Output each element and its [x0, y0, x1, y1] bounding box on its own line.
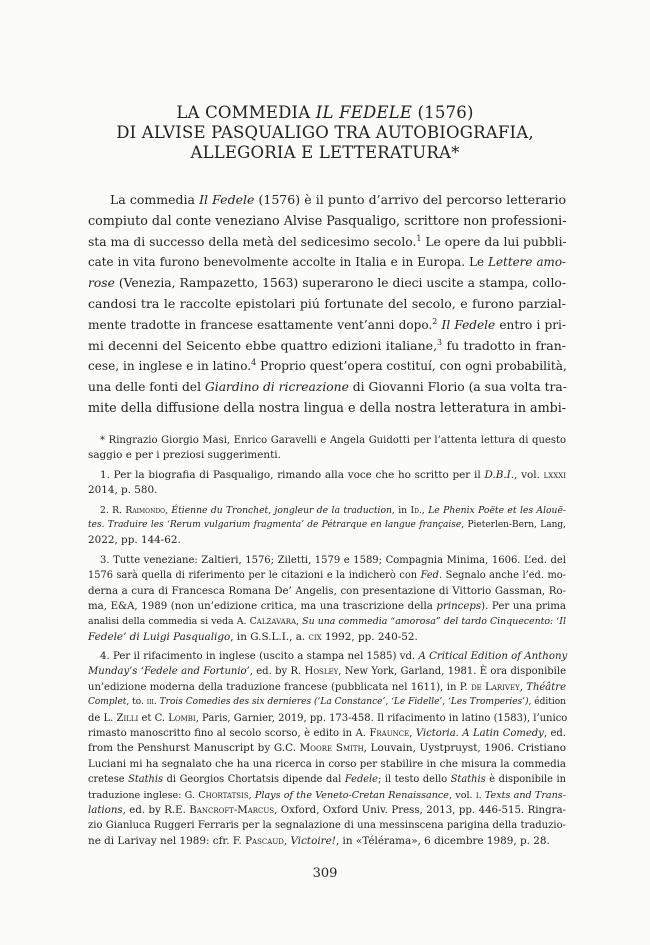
chapter-title	[60, 103, 590, 163]
body-line: una delle fonti del Giardino di ricreazione di Giovanni Florio (a sua volta tra-	[88, 380, 567, 395]
footnote-line: Luciani mi ha segnalato che ha una ricerca in corso per stabilire in che misura la commedia	[88, 758, 566, 770]
footnote-star	[88, 433, 566, 464]
footnote-line: 2014, p. 580.	[88, 484, 158, 497]
body-line: La commedia Il Fedele (1576) è il punto d’arrivo del percorso letterario	[110, 192, 566, 207]
footnote-line: 1. Per la biografia di Pasqualigo, rimando alla voce che ho scritto per il D.B.I., vol. lxxxi	[100, 468, 566, 481]
body-line: compiuto dal conte veneziano Alvise Pasqualigo, scrittore non professioni-	[88, 212, 567, 228]
footnote-line: zio Gianluca Ruggeri Ferraris per la segnalazione di una messinscena parigina della traduzio-	[88, 820, 566, 832]
title-text: LA COMMEDIA	[176, 103, 316, 122]
footnote-line: tes. Traduire les ‘Rerum vulgarium fragmenta’ de Pétrarque en langue française, Pieterlen-Bern, Lang,	[88, 519, 566, 530]
footnote-line: * Ringrazio Giorgio Masi, Enrico Garavelli e Angela Guidotti per l’attenta lettura di questo	[100, 435, 566, 446]
body-paragraph	[88, 190, 566, 419]
title-line-1	[60, 103, 590, 123]
footnote-line: analisi della commedia si veda A. Calzavara, Su una commedia “amorosa” del tardo Cinquecento: ‘Il	[88, 616, 566, 628]
footnote-line: Complet, to. iii. Trois Comedies des six dernieres (‘La Constance’, ‘Le Fidelle’, ‘Les Tromperies’), édition	[88, 697, 566, 708]
footnote-line: derna a cura di Francesca Romana De’ Angelis, con presentazione di Vittorio Gassman, Ro-	[88, 585, 566, 597]
footnote-ref[interactable]: 4	[251, 358, 257, 368]
footnote-line: 4. Per il rifacimento in inglese (uscito a stampa nel 1585) vd. A Critical Edition of Anthony	[100, 651, 568, 663]
body-line: cese, in inglese e in latino.$^4$ Proprio quest’opera costituí, con ogni probabilità,	[88, 358, 567, 374]
footnote-line: cretese Stathis di Georgios Chortatsis dipende dal Fedele; il testo dello Stathis è disponibile in	[88, 774, 566, 786]
footnote-line: ma, E&A, 1989 (non un’edizione critica, ma una trascrizione della princeps). Per una prima	[88, 600, 566, 612]
footnote-ref[interactable]: 2	[432, 316, 438, 326]
title-italic-text: IL FEDELE	[315, 103, 413, 122]
title-text: (1576)	[412, 103, 474, 122]
body-line: rose (Venezia, Rampazetto, 1563) superarono le dieci uscite a stampa, collo-	[88, 276, 566, 291]
footnote-line: de L. Zilli et C. Lombi, Paris, Garnier, 2019, pp. 173-458. Il rifacimento in latino (1583), l’unico	[88, 712, 568, 724]
footnote-line: un’edizione moderna della traduzione francese (pubblicata nel 1611), in P. de Larivey, Théâtre	[88, 681, 566, 693]
footnotes	[88, 433, 566, 849]
footnote-1	[88, 468, 566, 499]
page-number: 309	[312, 866, 338, 881]
footnote-line: rimasto manoscritto fino al secolo scorso, è edito in A. Fraunce, Victoria. A Latin Comedy, ed.	[88, 728, 566, 740]
title-line-2: DI ALVISE PASQUALIGO TRA AUTOBIOGRAFIA,	[116, 123, 534, 142]
footnote-line: Munday’s ‘Fedele and Fortunio’, ed. by R. Hosley, New York, Garland, 1981. È ora disponibile	[88, 666, 566, 678]
footnote-line: ne di Larivay nel 1989: cfr. F. Pascaud, Victoire!, in «Télérama», 6 dicembre 1989, p. 28.	[88, 834, 550, 847]
footnote-4	[88, 649, 566, 849]
footnote-ref[interactable]: 1	[416, 233, 422, 243]
footnote-ref[interactable]: 3	[437, 337, 443, 347]
footnote-3	[88, 553, 566, 645]
body-line: candosi tra le raccolte epistolari piú fortunate del secolo, e furono parzial-	[88, 295, 566, 311]
footnote-line: 2022, pp. 144-62.	[88, 534, 181, 547]
body-line: mite della diffusione della nostra lingua e della nostra letteratura in ambi-	[88, 399, 567, 415]
footnote-line: traduzione inglese: G. Chortatsis, Plays of the Veneto-Cretan Renaissance, vol. i. Texts and Trans-	[88, 789, 566, 801]
footnote-line: 2. R. Raimondo, Étienne du Tronchet, jongleur de la traduction, in Id., Le Phenix Poëte et les Alouë-	[100, 504, 567, 516]
footnote-line: 3. Tutte veneziane: Zaltieri, 1576; Ziletti, 1579 e 1589; Compagnia Minima, 1606. L’ed. del	[100, 554, 566, 566]
body-line: sta ma di successo della metà del sedicesimo secolo.$^1$ Le opere da lui pubbli-	[88, 233, 567, 249]
footnote-line: 1576 sarà quella di riferimento per le citazioni e la indicherò con Fed. Segnalo anche l’ed. mo-	[88, 570, 566, 582]
footnote-2	[88, 503, 566, 549]
footnote-line: Fedele’ di Luigi Pasqualigo, in G.S.L.I., a. cix 1992, pp. 240-52.	[88, 630, 418, 643]
body-line: cate in vita furono benevolmente accolte in Italia e in Europa. Le Lettere amo-	[88, 255, 566, 270]
footnote-line: lations, ed. by R.E. Bancroft-Marcus, Oxford, Oxford Univ. Press, 2013, pp. 446-515. Ringra-	[88, 804, 567, 816]
title-line-3: ALLEGORIA E LETTERATURA*	[190, 143, 460, 162]
body-line: mi decenni del Seicento ebbe quattro edizioni italiane,$^3$ fu tradotto in fran-	[88, 337, 566, 353]
body-line: mente tradotte in francese esattamente vent’anni dopo.$^2$ Il Fedele entro i pri-	[88, 316, 566, 332]
footnote-line: from the Penshurst Manuscript by G.C. Moore Smith, Louvain, Uystpruyst, 1906. Cristiano	[88, 742, 566, 755]
footnote-line: saggio e per i preziosi suggerimenti.	[88, 449, 281, 462]
